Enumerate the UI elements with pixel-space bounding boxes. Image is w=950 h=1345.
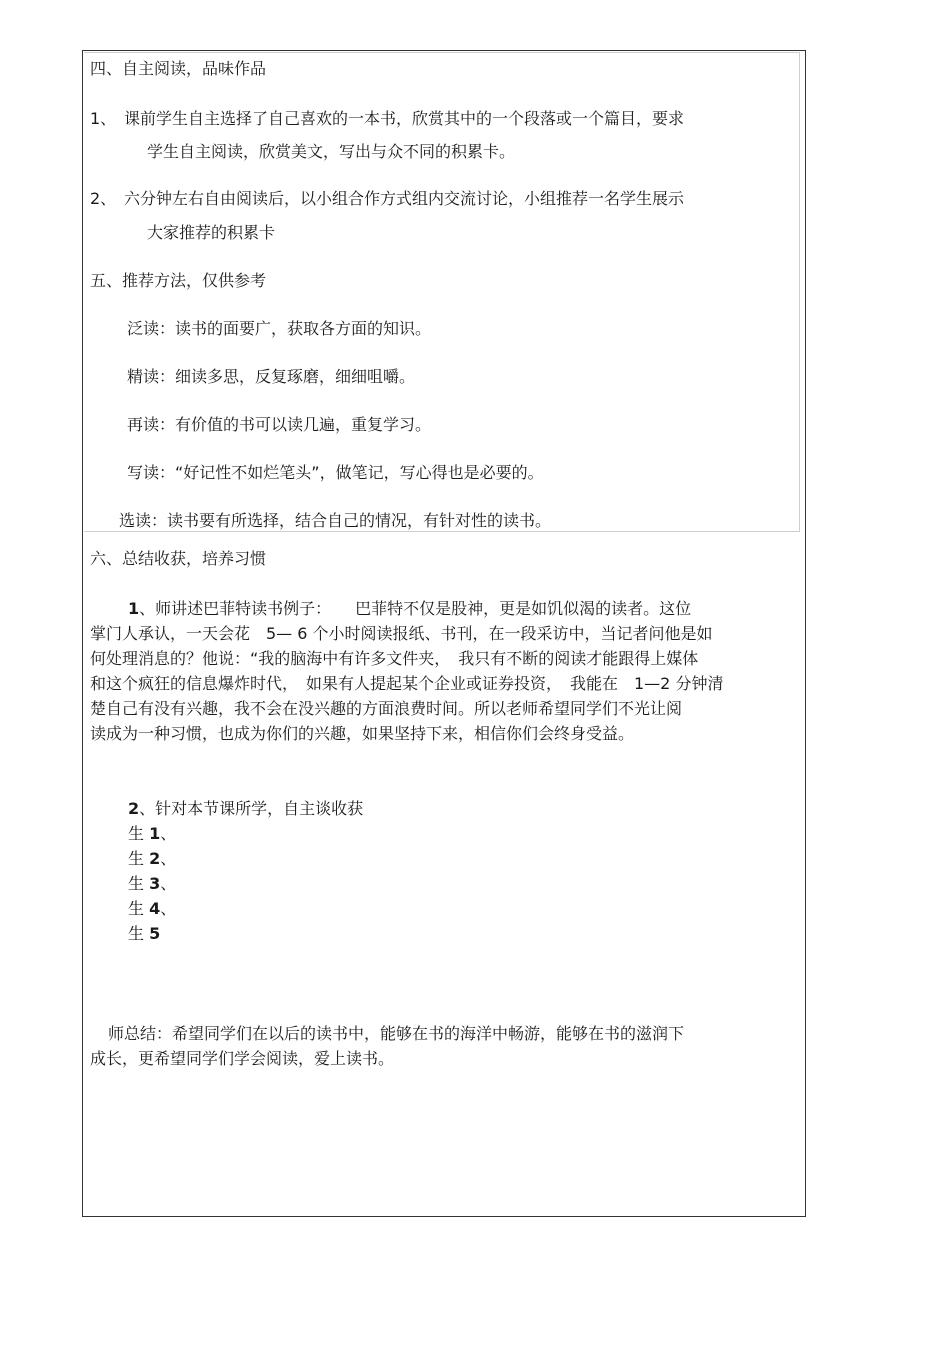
student-label: 生 — [128, 824, 150, 843]
section4-item1-number: 1、 — [90, 109, 117, 128]
method-item: 选读：读书要有所选择，结合自己的情况，有针对性的读书。 — [119, 511, 552, 530]
student-suffix: 、 — [160, 874, 177, 893]
paragraph-text: 、师讲述巴菲特读书例子： 巴菲特不仅是股神，更是如饥似渴的读者。这位 — [139, 599, 692, 618]
section4-item2-number: 2、 — [90, 189, 117, 208]
student-number: 2 — [149, 849, 161, 868]
paragraph-line: 楚自己有没有兴趣，我不会在没兴趣的方面浪费时间。所以老师希望同学们不光让阅 — [90, 699, 683, 718]
student-item — [128, 924, 160, 944]
student-label: 生 — [128, 874, 150, 893]
student-number: 3 — [149, 874, 161, 893]
student-suffix: 、 — [160, 899, 177, 918]
student-label: 生 — [128, 924, 150, 943]
student-label: 生 — [128, 899, 150, 918]
student-suffix: 、 — [160, 849, 177, 868]
method-item: 泛读：读书的面要广，获取各方面的知识。 — [127, 319, 432, 338]
section6-heading: 六、总结收获，培养习惯 — [90, 549, 267, 568]
paragraph-line — [128, 599, 691, 619]
paragraph-line: 何处理消息的？他说：“我的脑海中有许多文件夹， 我只有不断的阅读才能跟得上媒体 — [90, 649, 699, 668]
paragraph-number: 1 — [128, 599, 140, 618]
paragraph-line — [128, 799, 363, 819]
section5-heading: 五、推荐方法，仅供参考 — [90, 271, 267, 290]
student-item — [128, 824, 176, 844]
paragraph-line: 和这个疯狂的信息爆炸时代， 如果有人提起某个企业或证券投资， 我能在 1—2 分钟清 — [90, 674, 724, 693]
student-label: 生 — [128, 849, 150, 868]
section4-item1-line2: 学生自主阅读，欣赏美文，写出与众不同的积累卡。 — [147, 142, 516, 161]
section4-item2-line2: 大家推荐的积累卡 — [147, 223, 276, 242]
student-suffix: 、 — [160, 824, 177, 843]
student-number: 1 — [149, 824, 161, 843]
student-item — [128, 899, 176, 919]
paragraph-text: 、针对本节课所学，自主谈收获 — [139, 799, 364, 818]
method-item: 精读：细读多思，反复琢磨，细细咀嚼。 — [127, 367, 416, 386]
summary-line: 成长，更希望同学们学会阅读，爱上读书。 — [90, 1049, 395, 1068]
paragraph-number: 2 — [128, 799, 140, 818]
summary-line: 师总结：希望同学们在以后的读书中，能够在书的海洋中畅游，能够在书的滋润下 — [108, 1024, 685, 1043]
student-item — [128, 874, 176, 894]
section4-item1-line1: 课前学生自主选择了自己喜欢的一本书，欣赏其中的一个段落或一个篇目，要求 — [124, 109, 685, 128]
paragraph-line: 读成为一种习惯，也成为你们的兴趣，如果坚持下来，相信你们会终身受益。 — [90, 724, 635, 743]
student-number: 5 — [149, 924, 161, 943]
section4-heading: 四、自主阅读，品味作品 — [90, 59, 267, 78]
student-number: 4 — [149, 899, 161, 918]
method-item: 写读：“好记性不如烂笔头”，做笔记，写心得也是必要的。 — [127, 463, 544, 482]
paragraph-line: 掌门人承认，一天会花 5— 6 个小时阅读报纸、书刊，在一段采访中，当记者问他是如 — [90, 624, 713, 643]
student-item — [128, 849, 176, 869]
section4-item2-line1: 六分钟左右自由阅读后，以小组合作方式组内交流讨论，小组推荐一名学生展示 — [124, 189, 685, 208]
method-item: 再读：有价值的书可以读几遍，重复学习。 — [127, 415, 432, 434]
